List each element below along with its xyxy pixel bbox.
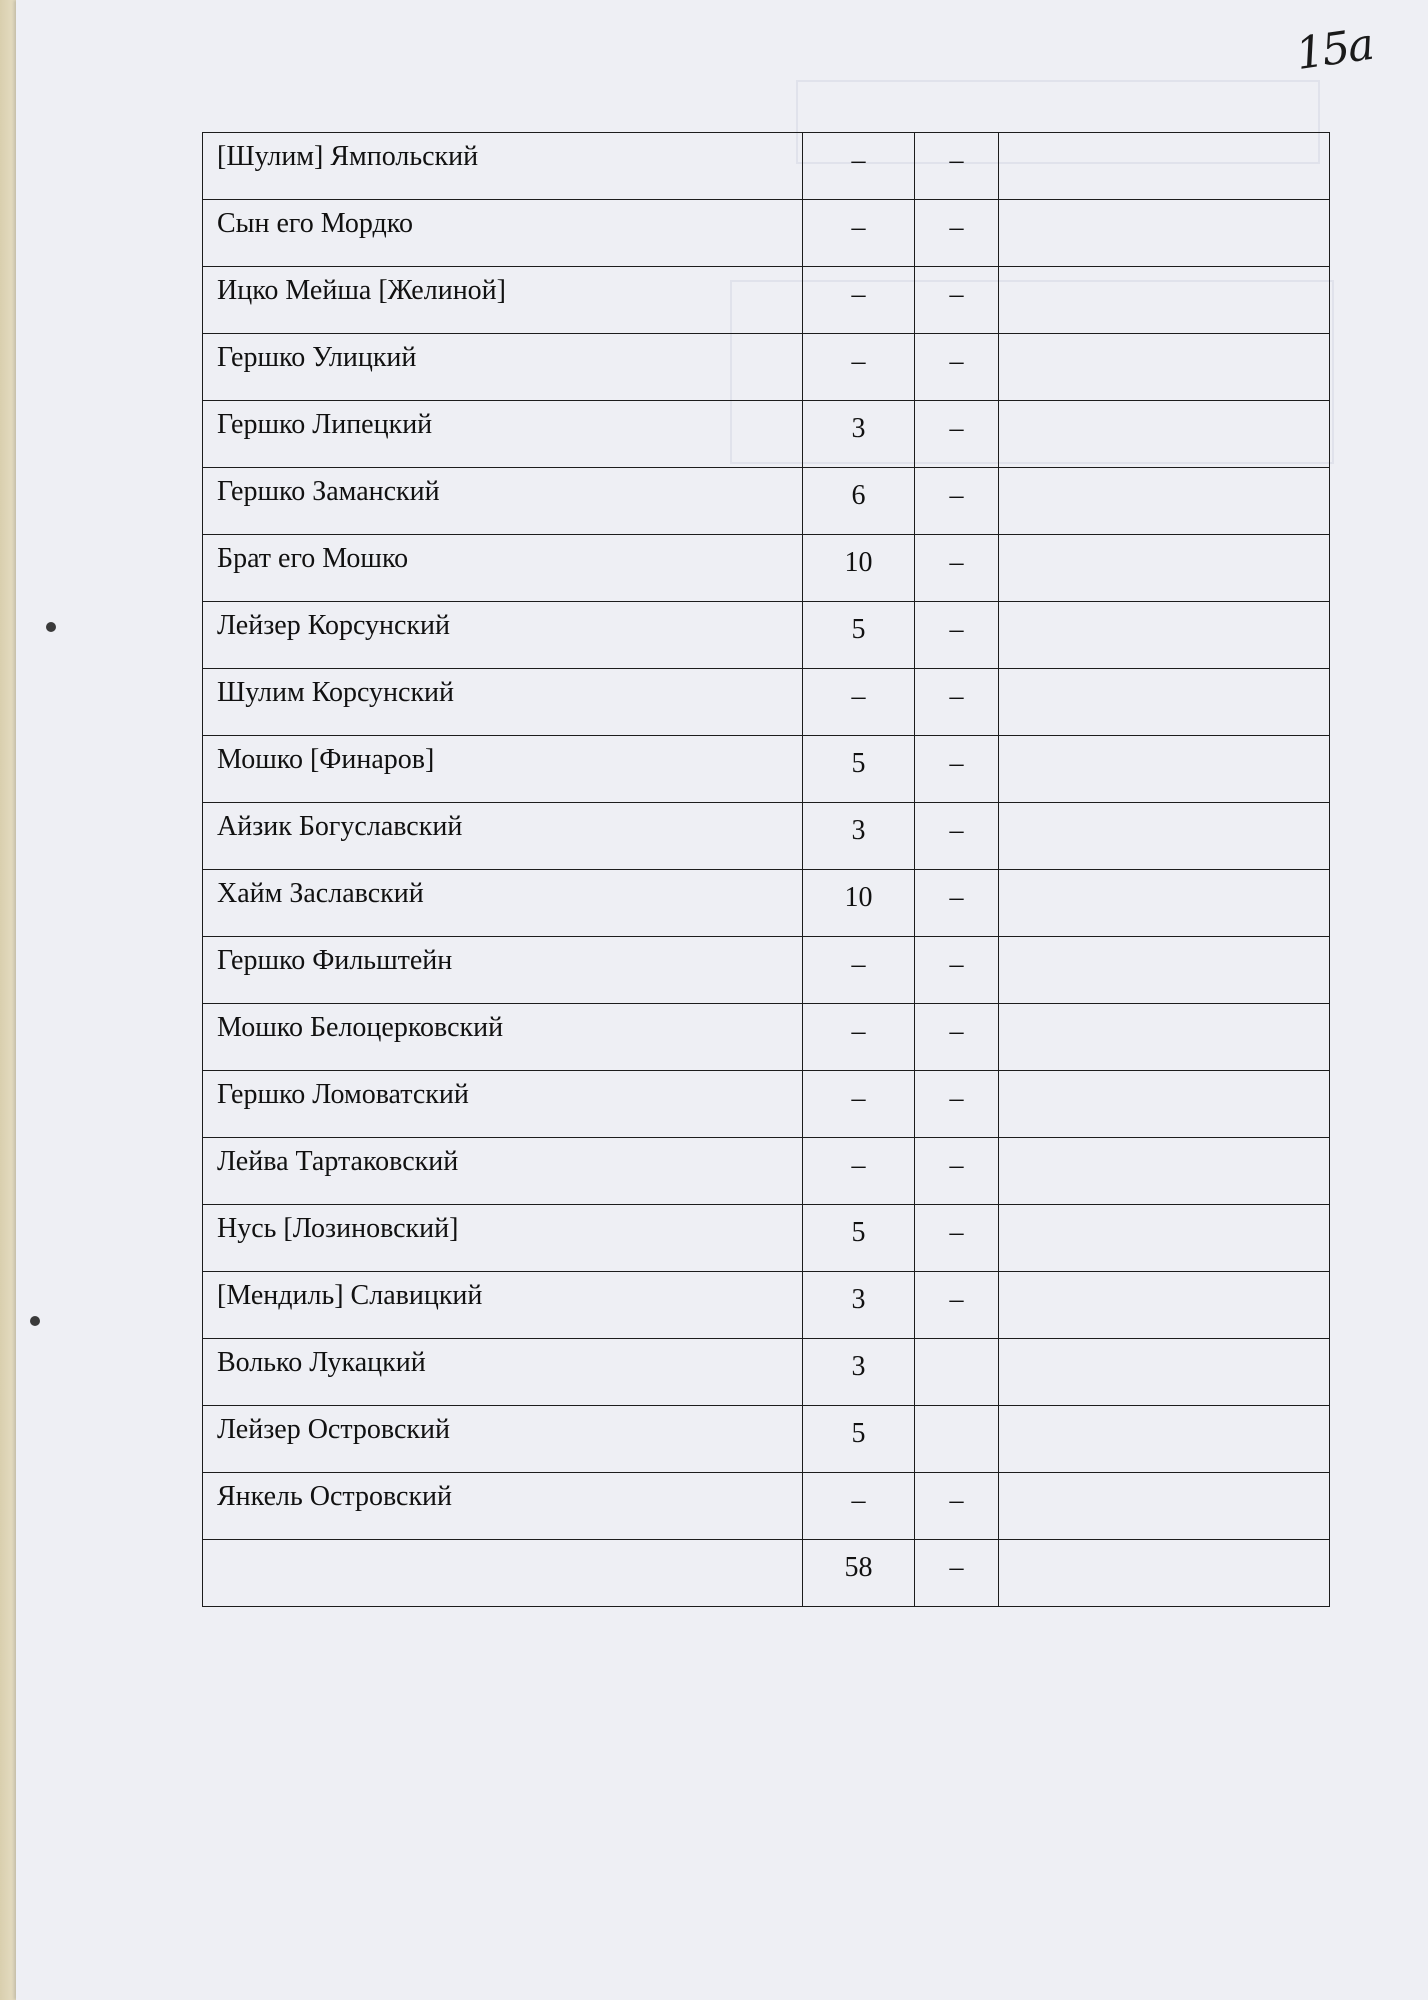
count-cell: – <box>803 133 915 200</box>
ledger-row <box>203 1004 1330 1071</box>
ledger-row <box>203 803 1330 870</box>
person-name-cell: Мошко [Финаров] <box>203 736 803 803</box>
count-cell: 6 <box>803 468 915 535</box>
ledger-row <box>203 334 1330 401</box>
person-name-cell: Волько Лукацкий <box>203 1339 803 1406</box>
empty-cell <box>999 535 1330 602</box>
ledger-row <box>203 669 1330 736</box>
mark-cell: – <box>915 468 999 535</box>
empty-cell <box>999 1473 1330 1540</box>
mark-cell: – <box>915 1004 999 1071</box>
person-name-cell: Гершко Липецкий <box>203 401 803 468</box>
mark-cell: – <box>915 736 999 803</box>
ledger-row <box>203 267 1330 334</box>
ledger-row <box>203 200 1330 267</box>
mark-cell: – <box>915 1138 999 1205</box>
count-cell: – <box>803 669 915 736</box>
person-name-cell: Шулим Корсунский <box>203 669 803 736</box>
mark-cell: – <box>915 1205 999 1272</box>
empty-cell <box>999 669 1330 736</box>
page-number: 15а <box>1292 18 1376 81</box>
person-name-cell: [Шулим] Ямпольский <box>203 133 803 200</box>
empty-cell <box>999 200 1330 267</box>
empty-cell <box>999 1339 1330 1406</box>
count-cell: – <box>803 1004 915 1071</box>
person-name-cell: Гершко Фильштейн <box>203 937 803 1004</box>
ledger-row <box>203 1339 1330 1406</box>
person-name-cell: Гершко Улицкий <box>203 334 803 401</box>
empty-cell <box>999 334 1330 401</box>
mark-cell: – <box>915 803 999 870</box>
empty-cell <box>999 736 1330 803</box>
mark-cell: – <box>915 535 999 602</box>
ledger-row <box>203 535 1330 602</box>
person-name-cell <box>203 1540 803 1607</box>
mark-cell: – <box>915 401 999 468</box>
empty-cell <box>999 267 1330 334</box>
empty-cell <box>999 937 1330 1004</box>
count-cell: 5 <box>803 1406 915 1473</box>
mark-cell: – <box>915 1473 999 1540</box>
person-name-cell: Сын его Мордко <box>203 200 803 267</box>
person-name-cell: Ицко Мейша [Желиной] <box>203 267 803 334</box>
count-cell: – <box>803 937 915 1004</box>
count-cell: – <box>803 1138 915 1205</box>
count-cell: 5 <box>803 1205 915 1272</box>
ledger-row <box>203 736 1330 803</box>
count-cell: 5 <box>803 602 915 669</box>
count-cell: 58 <box>803 1540 915 1607</box>
ledger-row <box>203 1138 1330 1205</box>
empty-cell <box>999 803 1330 870</box>
mark-cell: – <box>915 937 999 1004</box>
count-cell: – <box>803 1473 915 1540</box>
punch-hole-top <box>46 622 56 632</box>
mark-cell: – <box>915 334 999 401</box>
person-name-cell: Янкель Островский <box>203 1473 803 1540</box>
mark-cell: – <box>915 1071 999 1138</box>
mark-cell <box>915 1406 999 1473</box>
person-name-cell: [Мендиль] Славицкий <box>203 1272 803 1339</box>
mark-cell: – <box>915 669 999 736</box>
ledger-row <box>203 937 1330 1004</box>
ledger-row <box>203 870 1330 937</box>
person-name-cell: Айзик Богуславский <box>203 803 803 870</box>
count-cell: – <box>803 334 915 401</box>
empty-cell <box>999 1071 1330 1138</box>
mark-cell: – <box>915 1540 999 1607</box>
count-cell: 10 <box>803 870 915 937</box>
count-cell: 5 <box>803 736 915 803</box>
count-cell: – <box>803 1071 915 1138</box>
mark-cell: – <box>915 267 999 334</box>
count-cell: – <box>803 200 915 267</box>
empty-cell <box>999 1205 1330 1272</box>
ledger-row <box>203 1406 1330 1473</box>
ledger-row <box>203 602 1330 669</box>
count-cell: 3 <box>803 401 915 468</box>
person-name-cell: Лейзер Островский <box>203 1406 803 1473</box>
count-cell: 3 <box>803 803 915 870</box>
ledger-table <box>202 132 1330 1607</box>
ledger-row <box>203 1272 1330 1339</box>
empty-cell <box>999 870 1330 937</box>
mark-cell: – <box>915 602 999 669</box>
ledger-body <box>203 133 1330 1607</box>
person-name-cell: Мошко Белоцерковский <box>203 1004 803 1071</box>
empty-cell <box>999 1272 1330 1339</box>
empty-cell <box>999 133 1330 200</box>
count-cell: – <box>803 267 915 334</box>
mark-cell: – <box>915 1272 999 1339</box>
empty-cell <box>999 602 1330 669</box>
ledger-row <box>203 133 1330 200</box>
empty-cell <box>999 1540 1330 1607</box>
ledger-row <box>203 1205 1330 1272</box>
mark-cell: – <box>915 133 999 200</box>
empty-cell <box>999 468 1330 535</box>
person-name-cell: Гершко Заманский <box>203 468 803 535</box>
mark-cell: – <box>915 200 999 267</box>
total-row <box>203 1540 1330 1607</box>
count-cell: 10 <box>803 535 915 602</box>
count-cell: 3 <box>803 1339 915 1406</box>
person-name-cell: Лейзер Корсунский <box>203 602 803 669</box>
ledger-row <box>203 401 1330 468</box>
ledger-row <box>203 468 1330 535</box>
mark-cell: – <box>915 870 999 937</box>
ledger-row <box>203 1473 1330 1540</box>
count-cell: 3 <box>803 1272 915 1339</box>
person-name-cell: Гершко Ломоватский <box>203 1071 803 1138</box>
empty-cell <box>999 401 1330 468</box>
empty-cell <box>999 1004 1330 1071</box>
punch-hole-bottom <box>30 1316 40 1326</box>
person-name-cell: Хайм Заславский <box>203 870 803 937</box>
ledger-row <box>203 1071 1330 1138</box>
person-name-cell: Лейва Тартаковский <box>203 1138 803 1205</box>
empty-cell <box>999 1138 1330 1205</box>
paper-edge <box>0 0 16 2000</box>
empty-cell <box>999 1406 1330 1473</box>
person-name-cell: Нусь [Лозиновский] <box>203 1205 803 1272</box>
mark-cell <box>915 1339 999 1406</box>
person-name-cell: Брат его Мошко <box>203 535 803 602</box>
